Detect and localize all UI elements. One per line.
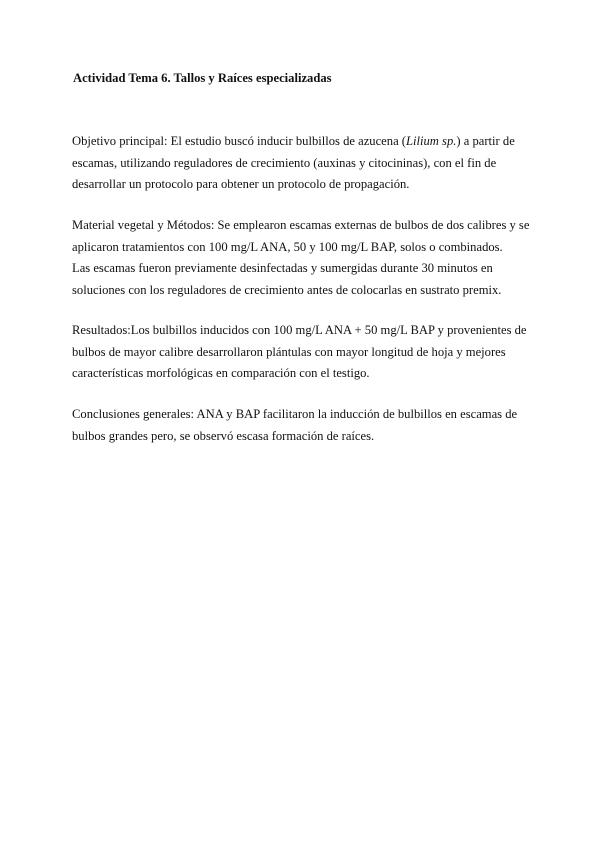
- conclusiones-line-1: Conclusiones generales: ANA y BAP facilitaron la inducción de bulbillos en escamas de: [72, 407, 518, 421]
- objetivo-line-1: [72, 131, 532, 153]
- material-line-4: soluciones con los reguladores de crecimiento antes de colocarlas en sustrato premix.: [72, 282, 502, 297]
- material-line-1: Material vegetal y Métodos: Se emplearon escamas externas de bulbos de dos calibres y se: [72, 218, 530, 232]
- material-line-2: aplicaron tratamientos con 100 mg/L ANA, 50 y 100 mg/L BAP, solos o combinados.: [72, 239, 503, 254]
- objetivo-line-2: escamas, utilizando reguladores de crecimiento (auxinas y citocininas), con el fin de: [72, 155, 497, 170]
- resultados-line-2: bulbos de mayor calibre desarrollaron plántulas con mayor longitud de hoja y mejores: [72, 344, 506, 359]
- objetivo-line-3: desarrollar un protocolo para obtener un protocolo de propagación.: [72, 177, 410, 191]
- document-title: Actividad Tema 6. Tallos y Raíces especializadas: [73, 71, 332, 85]
- paragraph-conclusiones: [72, 404, 532, 447]
- resultados-line-1: Resultados:Los bulbillos inducidos con 100 mg/L ANA + 50 mg/L BAP y provenientes de: [72, 323, 527, 337]
- material-line-3: Las escamas fueron previamente desinfectadas y sumergidas durante 30 minutos en: [72, 261, 493, 275]
- objetivo-line-1-pre: Objetivo principal: El estudio buscó inducir bulbillos de azucena (: [72, 134, 406, 148]
- resultados-line-3: características morfológicas en comparación con el testigo.: [72, 366, 370, 380]
- objetivo-line-1-post: ) a partir de: [456, 134, 515, 148]
- conclusiones-line-2: bulbos grandes pero, se observó escasa formación de raíces.: [72, 428, 375, 443]
- species-name: Lilium sp.: [406, 134, 457, 148]
- paragraph-material: [72, 215, 532, 301]
- paragraph-resultados: [72, 320, 532, 385]
- paragraph-objetivo: [72, 131, 532, 196]
